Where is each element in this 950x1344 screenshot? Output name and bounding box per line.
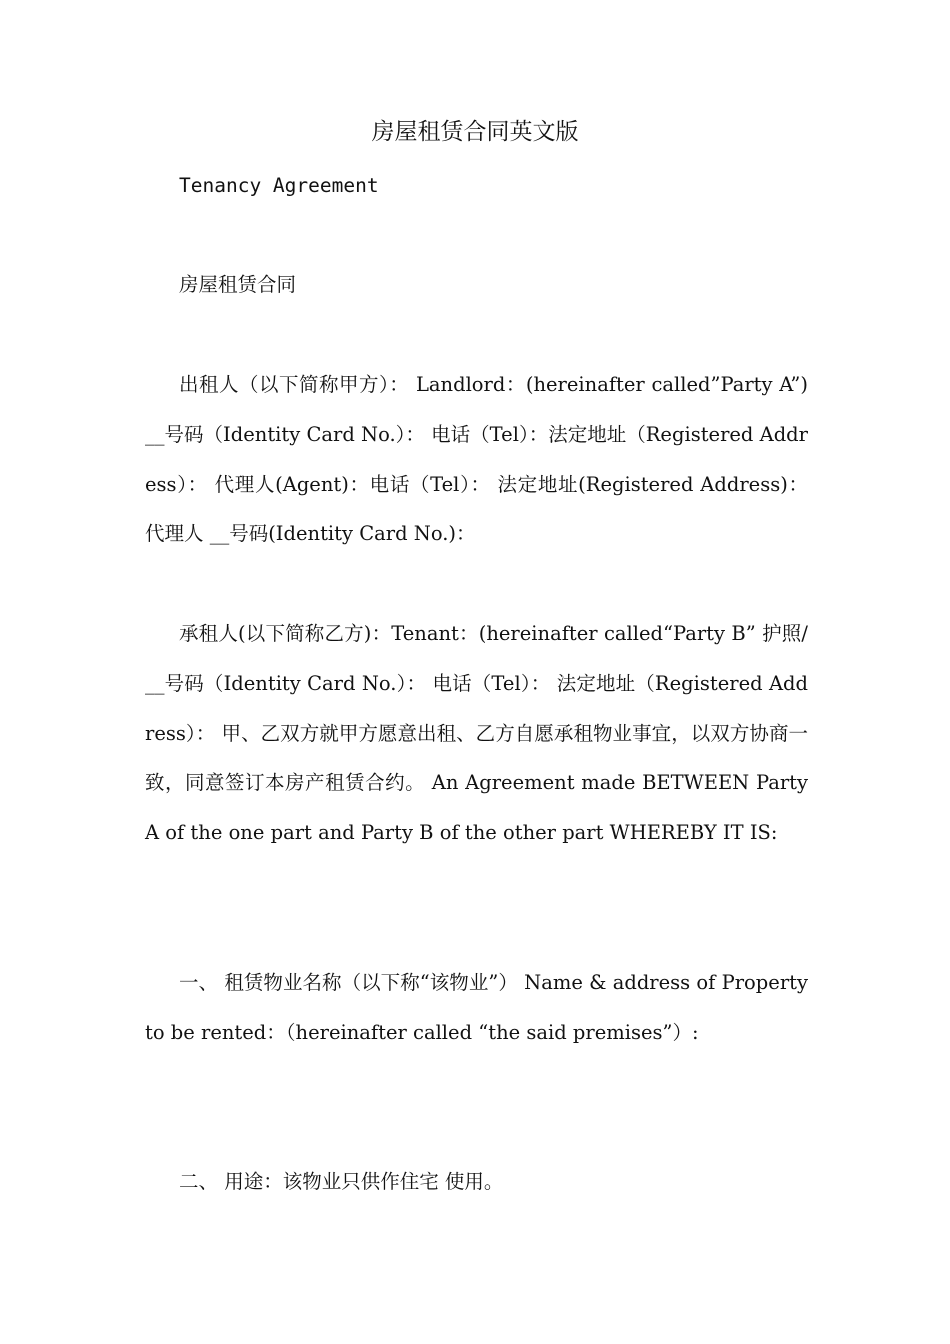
document-title: 房屋租赁合同英文版	[371, 119, 579, 145]
paragraph-tenant: 承租人(以下简称乙方)：Tenant：(hereinafter called“Party B” 护照/ __号码（Identity Card No.）： 电话（Tel）： 法定地址（Registered Address）： 甲、乙双方就甲方愿意出租、乙方自愿承租物业事宜，以双方协商一致，同意签订本房产租赁合约。 An Agreement made BETWEEN Party A of the one part and Party B of the other part WHEREBY IT IS:	[145, 622, 808, 845]
paragraph-item-two: 二、 用途：该物业只供作住宅 使用。	[179, 1170, 504, 1193]
paragraph-cn-title: 房屋租赁合同	[179, 273, 297, 296]
paragraph-item-one: 一、 租赁物业名称（以下称“该物业”） Name & address of Property to be rented：（hereinafter called “the said premises”）:	[145, 971, 808, 1044]
paragraph-landlord: 出租人（以下简称甲方）： Landlord：(hereinafter called”Party A”) __号码（Identity Card No.）： 电话（Tel）：法定地址（Registered Address）： 代理人(Agent)：电话（Tel）： 法定地址(Registered Address)：代理人 __号码(Identity Card No.)：	[145, 373, 808, 546]
paragraph-tenancy-agreement: Tenancy Agreement	[179, 174, 379, 197]
